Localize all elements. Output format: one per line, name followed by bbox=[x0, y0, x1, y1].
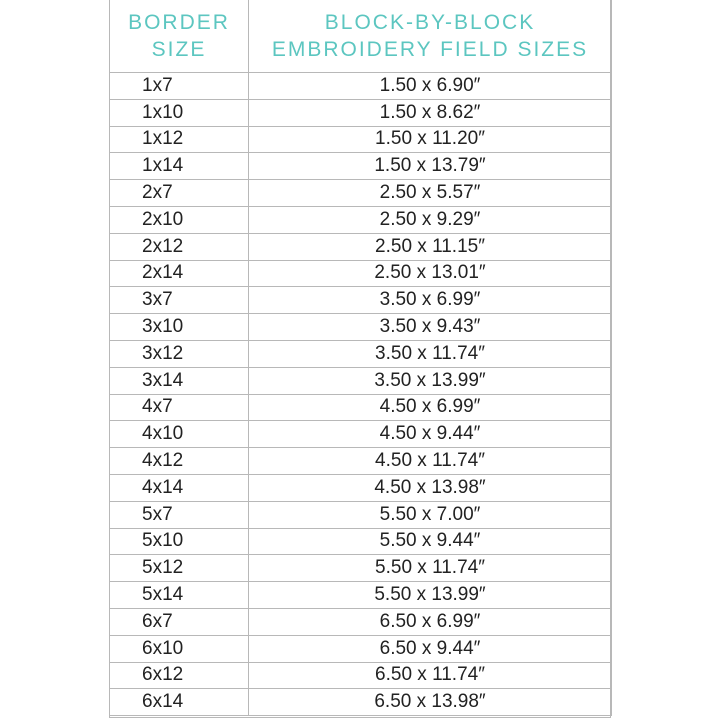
table-row bbox=[110, 314, 612, 341]
table-row bbox=[110, 99, 612, 126]
field-size-cell: 4.50 x 11.74″ bbox=[249, 448, 612, 475]
field-size-header-line1: BLOCK-BY-BLOCK bbox=[324, 11, 536, 34]
field-size-cell: 2.50 x 13.01″ bbox=[249, 260, 612, 287]
border-size-cell: 3x10 bbox=[110, 314, 249, 341]
field-size-header-line2: EMBROIDERY FIELD SIZES bbox=[271, 38, 589, 61]
border-size-cell: 2x7 bbox=[110, 180, 249, 207]
table-row bbox=[110, 474, 612, 501]
border-size-cell: 5x12 bbox=[110, 555, 249, 582]
table-row bbox=[110, 421, 612, 448]
border-size-cell: 1x14 bbox=[110, 153, 249, 180]
border-size-cell: 6x7 bbox=[110, 608, 249, 635]
field-size-cell: 1.50 x 11.20″ bbox=[249, 126, 612, 153]
table-row bbox=[110, 448, 612, 475]
border-size-cell: 6x14 bbox=[110, 689, 249, 716]
field-size-cell: 6.50 x 13.98″ bbox=[249, 689, 612, 716]
field-size-cell: 4.50 x 6.99″ bbox=[249, 394, 612, 421]
border-size-header-line2: SIZE bbox=[151, 38, 207, 61]
embroidery-size-table bbox=[109, 0, 612, 716]
border-size-cell: 5x7 bbox=[110, 501, 249, 528]
table-row bbox=[110, 689, 612, 716]
field-size-cell: 3.50 x 11.74″ bbox=[249, 340, 612, 367]
field-size-cell: 6.50 x 11.74″ bbox=[249, 662, 612, 689]
table-row bbox=[110, 340, 612, 367]
field-size-cell: 5.50 x 11.74″ bbox=[249, 555, 612, 582]
border-size-header bbox=[110, 0, 249, 73]
table-row bbox=[110, 73, 612, 100]
border-size-cell: 3x7 bbox=[110, 287, 249, 314]
border-size-cell: 2x10 bbox=[110, 206, 249, 233]
table-row bbox=[110, 260, 612, 287]
border-size-cell: 4x7 bbox=[110, 394, 249, 421]
table-row bbox=[110, 367, 612, 394]
border-size-cell: 3x12 bbox=[110, 340, 249, 367]
table-row bbox=[110, 582, 612, 609]
table-row bbox=[110, 180, 612, 207]
table-row bbox=[110, 287, 612, 314]
border-size-cell: 4x14 bbox=[110, 474, 249, 501]
field-size-cell: 5.50 x 13.99″ bbox=[249, 582, 612, 609]
table-row bbox=[110, 394, 612, 421]
field-size-cell: 1.50 x 8.62″ bbox=[249, 99, 612, 126]
table-row bbox=[110, 126, 612, 153]
field-size-header bbox=[249, 0, 612, 73]
header-row bbox=[110, 0, 612, 73]
table-row bbox=[110, 662, 612, 689]
border-size-cell: 6x12 bbox=[110, 662, 249, 689]
border-size-cell: 1x7 bbox=[110, 73, 249, 100]
field-size-cell: 6.50 x 9.44″ bbox=[249, 635, 612, 662]
field-size-cell: 2.50 x 5.57″ bbox=[249, 180, 612, 207]
table-row bbox=[110, 555, 612, 582]
border-size-cell: 1x12 bbox=[110, 126, 249, 153]
border-size-cell: 1x10 bbox=[110, 99, 249, 126]
border-size-cell: 2x14 bbox=[110, 260, 249, 287]
field-size-cell: 2.50 x 11.15″ bbox=[249, 233, 612, 260]
table-row bbox=[110, 153, 612, 180]
field-size-cell: 2.50 x 9.29″ bbox=[249, 206, 612, 233]
border-size-header-line1: BORDER bbox=[128, 11, 230, 34]
field-size-cell: 4.50 x 9.44″ bbox=[249, 421, 612, 448]
field-size-cell: 3.50 x 9.43″ bbox=[249, 314, 612, 341]
field-size-cell: 1.50 x 13.79″ bbox=[249, 153, 612, 180]
border-size-cell: 2x12 bbox=[110, 233, 249, 260]
table-row bbox=[110, 635, 612, 662]
table-row bbox=[110, 608, 612, 635]
field-size-cell: 3.50 x 13.99″ bbox=[249, 367, 612, 394]
table-row bbox=[110, 233, 612, 260]
border-size-cell: 6x10 bbox=[110, 635, 249, 662]
field-size-cell: 3.50 x 6.99″ bbox=[249, 287, 612, 314]
field-size-cell: 6.50 x 6.99″ bbox=[249, 608, 612, 635]
border-size-cell: 4x12 bbox=[110, 448, 249, 475]
border-size-cell: 3x14 bbox=[110, 367, 249, 394]
border-size-cell: 5x14 bbox=[110, 582, 249, 609]
field-size-cell: 4.50 x 13.98″ bbox=[249, 474, 612, 501]
border-size-cell: 4x10 bbox=[110, 421, 249, 448]
table-row bbox=[110, 206, 612, 233]
border-size-cell: 5x10 bbox=[110, 528, 249, 555]
table-row bbox=[110, 528, 612, 555]
field-size-cell: 5.50 x 9.44″ bbox=[249, 528, 612, 555]
field-size-cell: 5.50 x 7.00″ bbox=[249, 501, 612, 528]
field-size-cell: 1.50 x 6.90″ bbox=[249, 73, 612, 100]
table-row bbox=[110, 501, 612, 528]
